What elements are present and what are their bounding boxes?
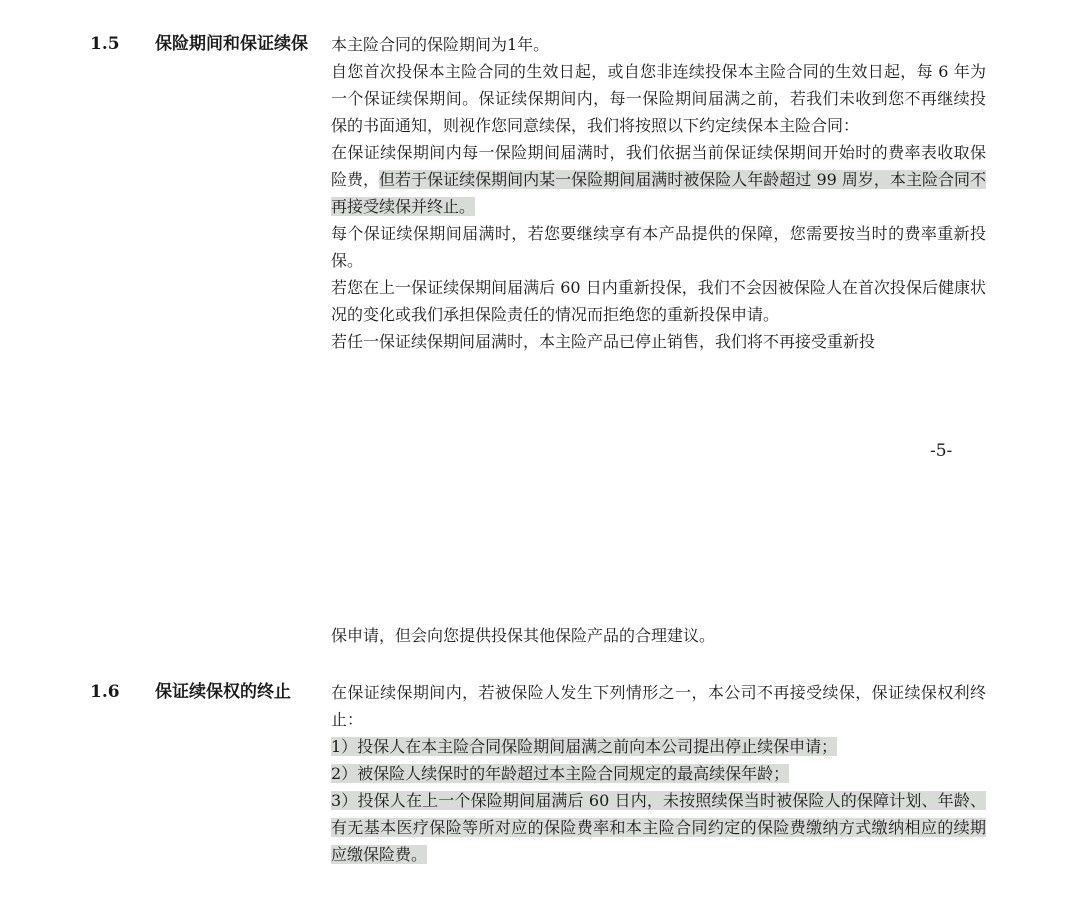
highlighted-text: 2）被保险人续保时的年龄超过本主险合同规定的最高续保年龄； xyxy=(331,764,790,783)
paragraph xyxy=(331,139,986,220)
section-body xyxy=(331,679,986,868)
list-item xyxy=(331,760,986,787)
list-item xyxy=(331,787,986,868)
paragraph: 若任一保证续保期间届满时，本主险产品已停止销售，我们将不再接受重新投 xyxy=(331,332,876,351)
continuation-text xyxy=(331,622,986,649)
paragraph: 保申请，但会向您提供投保其他保险产品的合理建议。 xyxy=(331,626,716,645)
section-title: 保证续保权的终止 xyxy=(155,682,291,702)
paragraph: 自您首次投保本主险合同的生效日起，或自您非连续投保本主险合同的生效日起，每 6 年为一个保证续保期间。保证续保期间内，每一保险期间届满之前，若我们未收到您不再继续投保的书面通知，则视作您同意续保，我们将按照以下约定续保本主险合同： xyxy=(331,62,986,135)
section-number: 1.6 xyxy=(90,682,120,702)
paragraph: 每个保证续保期间届满时，若您要继续享有本产品提供的保障，您需要按当时的费率重新投保。 xyxy=(331,224,986,270)
paragraph: 本主险合同的保险期间为1年。 xyxy=(331,35,550,54)
highlighted-text: 3）投保人在上一个保险期间届满后 60 日内，未按照续保当时被保险人的保障计划、年龄、有无基本医疗保险等所对应的保险费率和本主险合同约定的保险费缴纳方式缴纳相应的续期应缴保险费。 xyxy=(331,791,986,864)
section-number: 1.5 xyxy=(90,34,120,54)
list-item xyxy=(331,733,986,760)
section-body xyxy=(331,31,986,355)
paragraph: 若您在上一保证续保期间届满后 60 日内重新投保，我们不会因被保险人在首次投保后健康状况的变化或我们承担保险责任的情况而拒绝您的重新投保申请。 xyxy=(331,278,986,324)
highlighted-text: 但若于保证续保期间内某一保险期间届满时被保险人年龄超过 99 周岁，本主险合同不再接受续保并终止。 xyxy=(331,170,986,216)
section-title: 保险期间和保证续保 xyxy=(155,34,308,54)
paragraph: 在保证续保期间内，若被保险人发生下列情形之一，本公司不再接受续保，保证续保权利终止： xyxy=(331,683,986,729)
paragraph-text: 在保证续保期间内每一保险期间届满时，我们依据当前保证续保期间开始时的费率表收取保险费， xyxy=(331,143,986,189)
page-number: -5- xyxy=(930,441,953,461)
highlighted-text: 1）投保人在本主险合同保险期间届满之前向本公司提出停止续保申请； xyxy=(331,737,838,756)
